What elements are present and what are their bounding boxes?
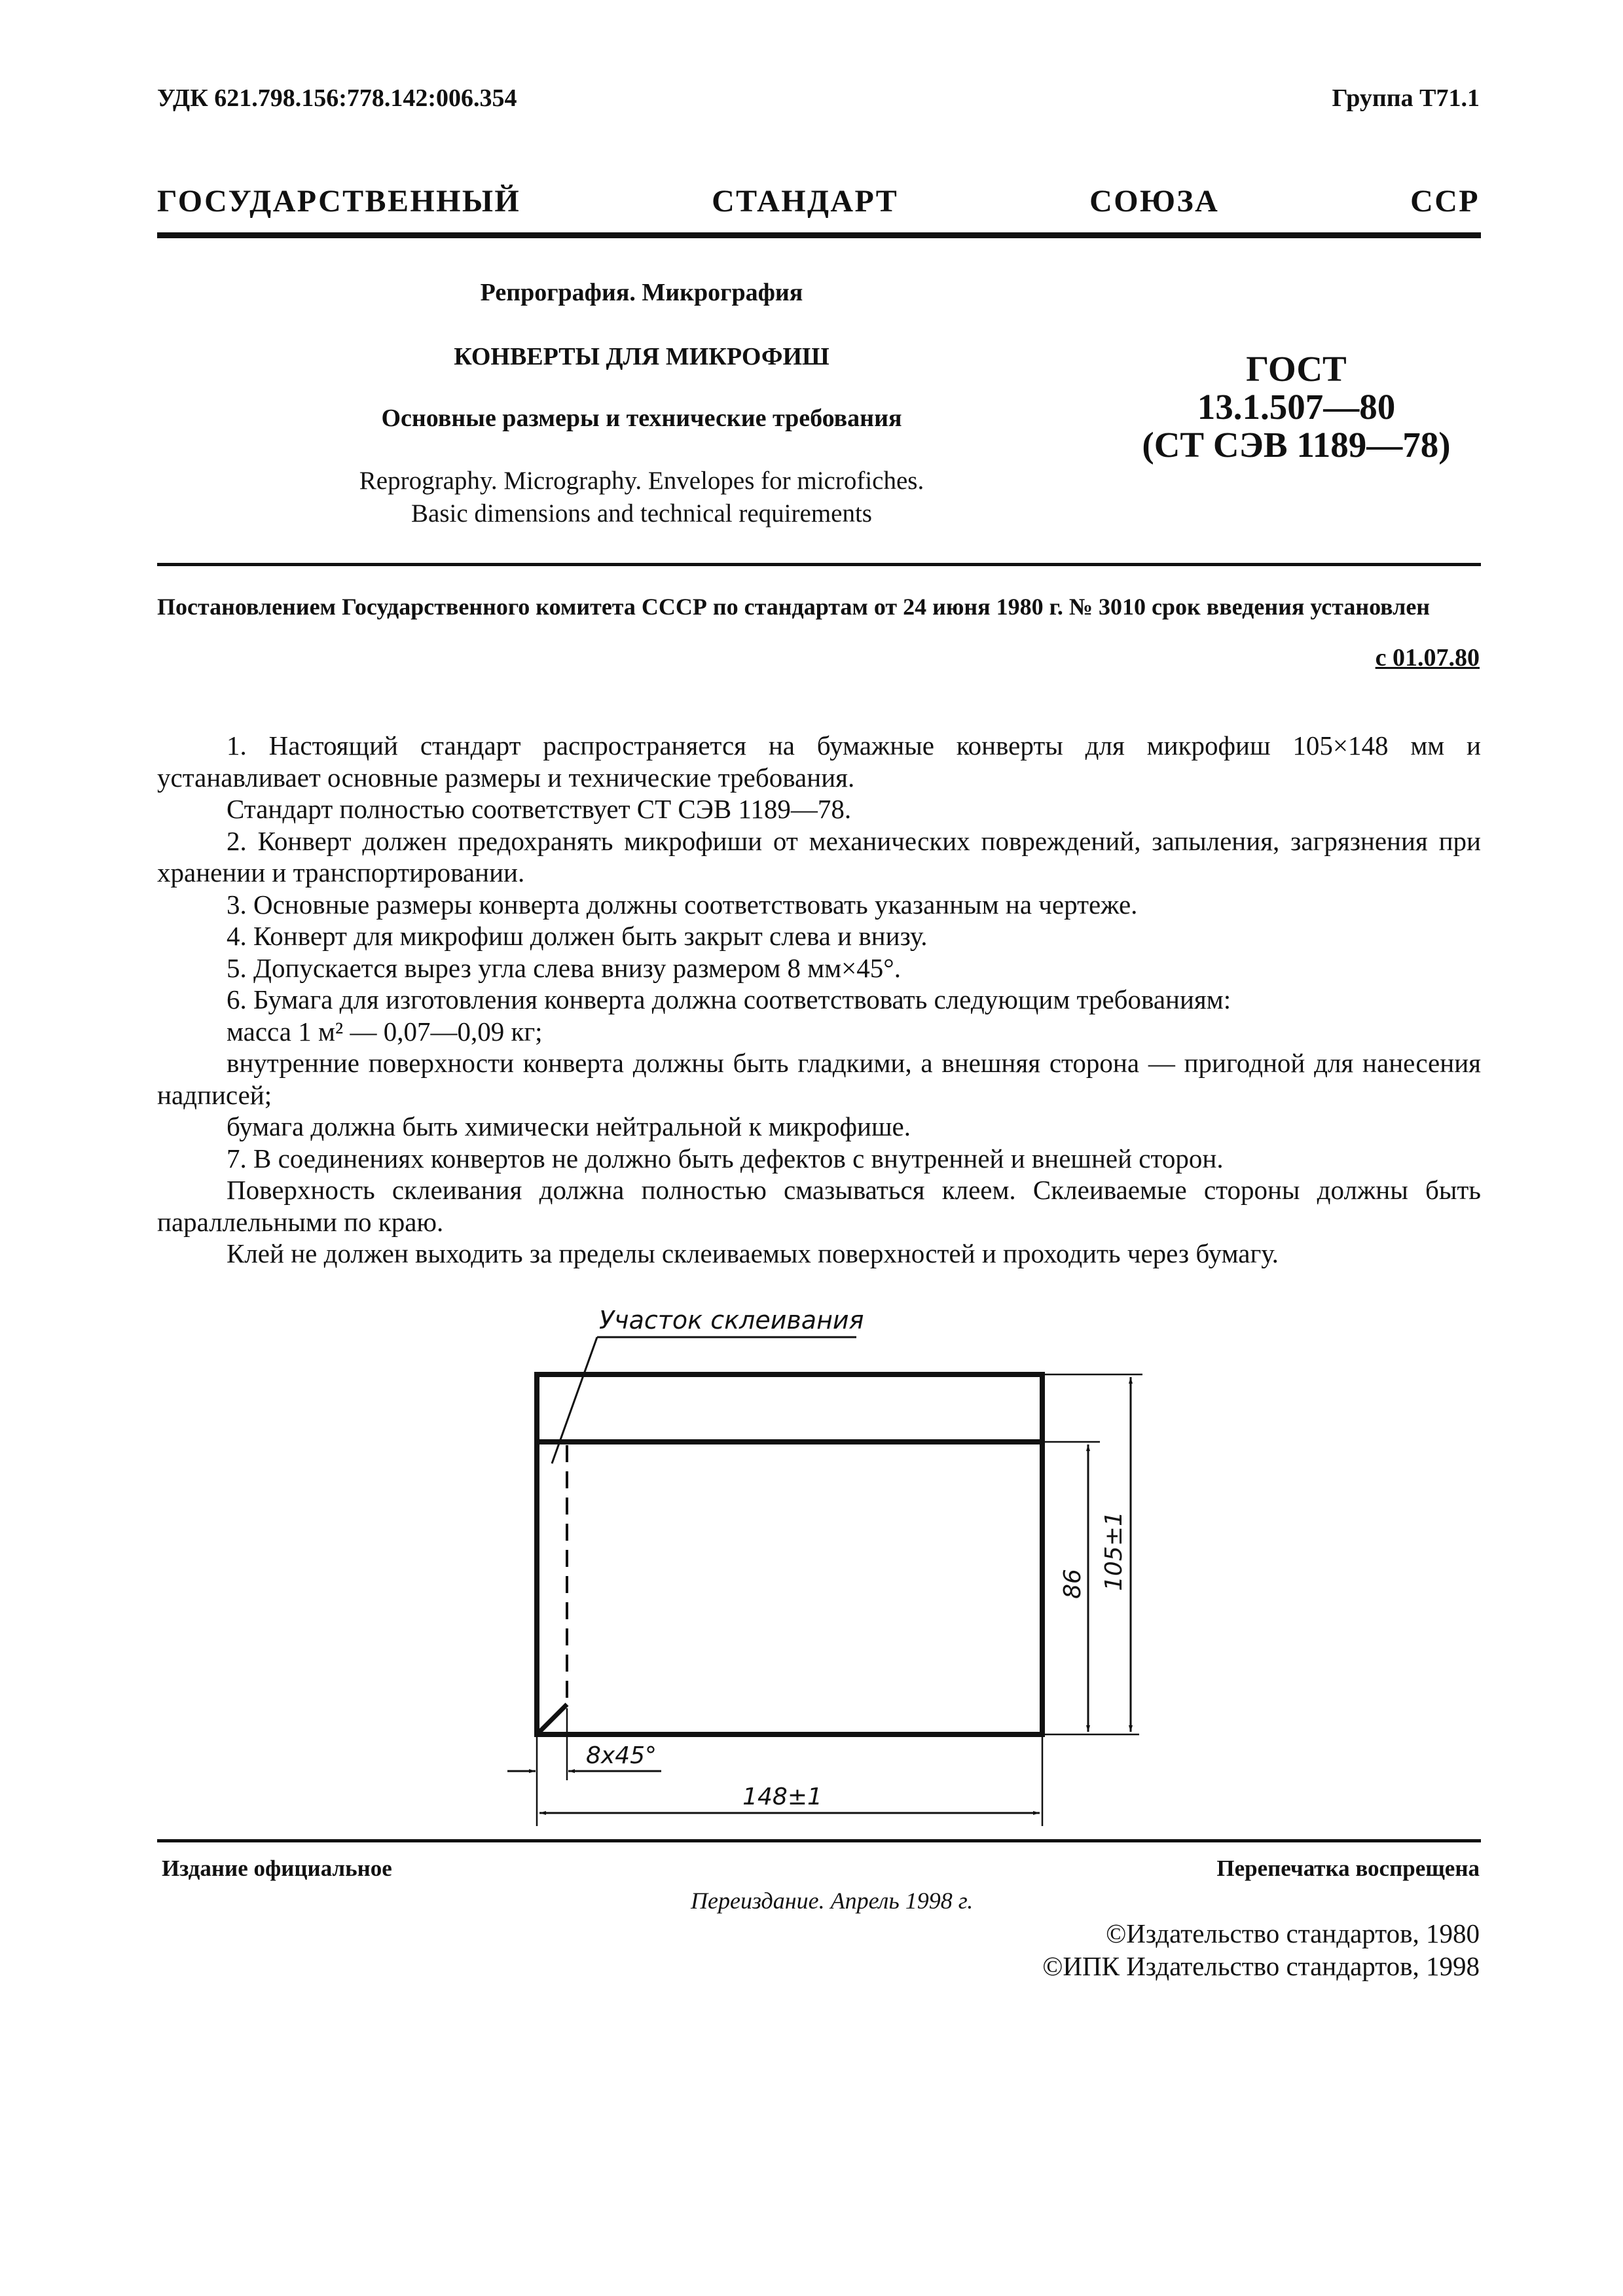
effective-date: с 01.07.80 xyxy=(1375,644,1480,672)
document-subtitle: Основные размеры и технические требования xyxy=(381,404,902,432)
paragraph: 1. Настоящий стандарт распространяется на бумажные конверты для микрофиш 105×148 мм и устанавливает основные размеры и технические требования. xyxy=(157,730,1481,793)
paragraph: 6. Бумага для изготовления конверта должна соответствовать следующим требованиям: xyxy=(227,984,1231,1014)
paragraph: 5. Допускается вырез угла слева внизу размером 8 мм×45°. xyxy=(227,952,901,983)
english-title-line1: Reprography. Micrography. Envelopes for microfiches. xyxy=(359,467,924,495)
official-edition: Издание официальное xyxy=(162,1856,392,1881)
gost-label: ГОСТ xyxy=(1246,349,1347,389)
dim-outer-height: 105±1 xyxy=(1101,1511,1127,1591)
paragraph: Клей не должен выходить за пределы склеиваемых поверхностей и проходить через бумагу. xyxy=(227,1238,1279,1268)
document-title: КОНВЕРТЫ ДЛЯ МИКРОФИШ xyxy=(454,343,830,370)
udk-code: УДК 621.798.156:778.142:006.354 xyxy=(157,84,517,112)
paragraph: 2. Конверт должен предохранять микрофиши от механических повреждений, запыления, загрязнения при хранении и транспортировании. xyxy=(157,825,1481,888)
english-title-line2: Basic dimensions and technical requirements xyxy=(411,499,872,528)
group-code: Группа Т71.1 xyxy=(1332,84,1480,112)
dim-inner-height: 86 xyxy=(1059,1569,1086,1599)
paragraph: внутренние поверхности конверта должны быть гладкими, а внешняя сторона — пригодной для нанесения надписей; xyxy=(157,1048,1481,1110)
gost-number: 13.1.507—80 xyxy=(1197,387,1396,427)
glue-leader-line xyxy=(552,1337,597,1463)
paragraph: бумага должна быть химически нейтральной к микрофише. xyxy=(227,1111,911,1141)
decree-text: Постановлением Государственного комитета СССР по стандартам от 24 июня 1980 г. № 3010 срок введения установлен xyxy=(157,594,1431,620)
reissue-note: Переиздание. Апрель 1998 г. xyxy=(691,1888,974,1914)
heading-word: ГОСУДАРСТВЕННЫЙ xyxy=(157,184,521,219)
reprint-prohibited: Перепечатка воспрещена xyxy=(1216,1856,1480,1881)
cmea-number: (СТ СЭВ 1189—78) xyxy=(1142,425,1451,465)
corner-cut xyxy=(537,1704,567,1734)
dim-cut: 8х45° xyxy=(586,1742,657,1769)
copyright-1980: ©Издательство стандартов, 1980 xyxy=(1106,1918,1480,1948)
heading-word: СТАНДАРТ xyxy=(712,184,899,219)
paragraph: 7. В соединениях конвертов не должно быть дефектов с внутренней и внешней сторон. xyxy=(227,1143,1224,1174)
envelope-outline xyxy=(537,1374,1042,1734)
heading-word: ССР xyxy=(1410,184,1480,219)
heading-word: СОЮЗА xyxy=(1089,184,1220,219)
paragraph: 3. Основные размеры конверта должны соответствовать указанным на чертеже. xyxy=(227,889,1138,920)
field-title: Репрография. Микрография xyxy=(480,279,803,306)
dim-width: 148±1 xyxy=(742,1784,822,1810)
paragraph: 4. Конверт для микрофиш должен быть закрыт слева и внизу. xyxy=(227,921,928,951)
glue-area-label: Участок склеивания xyxy=(599,1306,864,1335)
copyright-1998: ©ИПК Издательство стандартов, 1998 xyxy=(1042,1951,1480,1981)
footer-rule xyxy=(157,1839,1481,1842)
paragraph: Стандарт полностью соответствует СТ СЭВ 1189—78. xyxy=(227,794,852,824)
paragraph: масса 1 м² — 0,07—0,09 кг; xyxy=(227,1016,543,1047)
paragraph: Поверхность склеивания должна полностью смазываться клеем. Склеиваемые стороны должны быть параллельными по краю. xyxy=(157,1175,1481,1237)
